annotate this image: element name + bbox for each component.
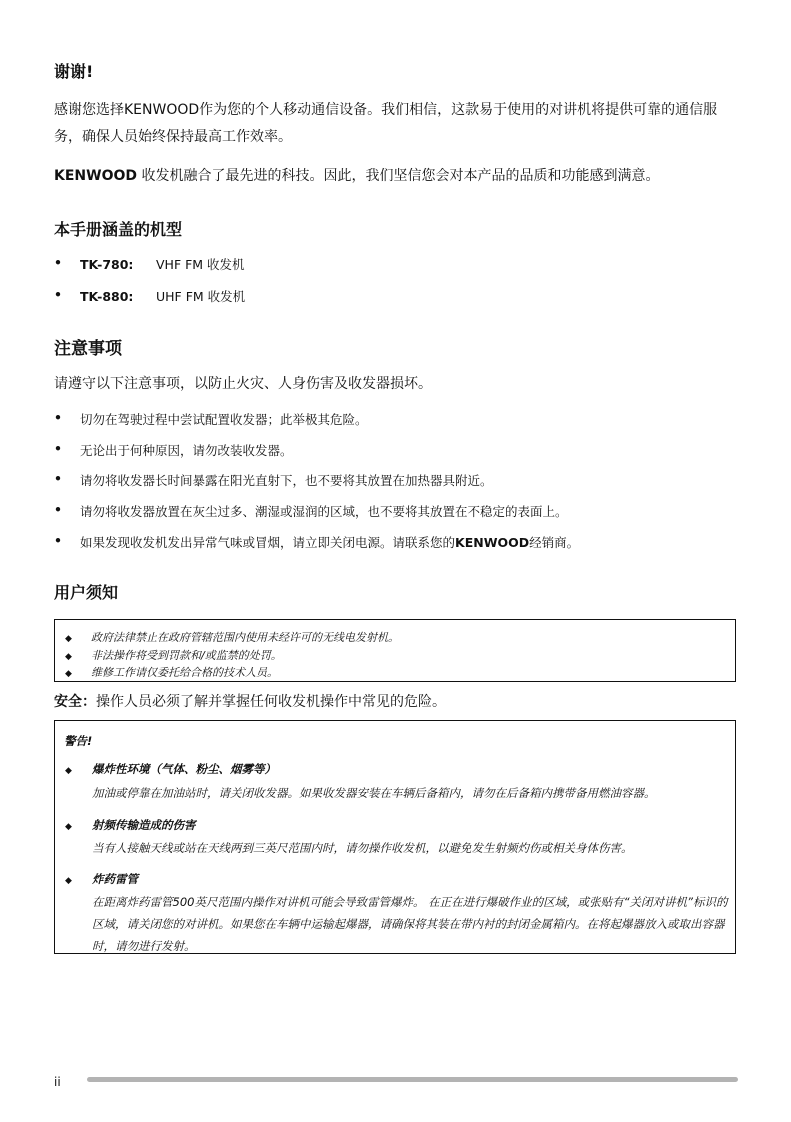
- notice-item: [65, 664, 278, 680]
- warning-item-title-text: 爆炸性环境（气体、粉尘、烟雾等）: [92, 762, 276, 776]
- intro-paragraph: 感谢您选择KENWOOD作为您的个人移动通信设备。我们相信，这款易于使用的对讲机将提供可靠的通信服务，确保人员始终保持最高工作效率。: [54, 102, 718, 145]
- warning-item-title: [65, 871, 138, 887]
- diamond-arrow-icon: ◆: [65, 669, 72, 679]
- diamond-arrow-icon: ◆: [65, 876, 72, 886]
- notice-item: [65, 647, 282, 663]
- safety-label: 安全：: [54, 694, 96, 710]
- footer-rule: [87, 1077, 738, 1082]
- precaution-text: 无论出于何种原因，请勿改装收发器。: [80, 443, 293, 458]
- notice-item: [65, 629, 399, 645]
- models-heading: 本手册涵盖的机型: [54, 220, 183, 239]
- notice-text: 非法操作将受到罚款和/或监禁的处罚。: [91, 649, 282, 662]
- precaution-text: 请勿将收发器长时间暴露在阳光直射下，也不要将其放置在加热器具附近。: [80, 473, 493, 488]
- warning-item-title: [65, 761, 276, 777]
- precautions-heading: 注意事项: [54, 339, 122, 359]
- intro-paragraph-2: [54, 163, 737, 190]
- precaution-text-post: 经销商。: [529, 535, 580, 550]
- precaution-text: 切勿在驾驶过程中尝试配置收发器；此举极其危险。: [80, 412, 368, 427]
- precaution-text: [80, 533, 579, 551]
- bullet-icon: •: [54, 287, 62, 302]
- model-desc: UHF FM 收发机: [156, 289, 246, 304]
- user-notice-heading: 用户须知: [54, 583, 119, 602]
- notice-text: 维修工作请仅委托给合格的技术人员。: [91, 666, 278, 679]
- bullet-icon: •: [54, 471, 62, 486]
- warning-item-title-text: 炸药雷管: [92, 872, 138, 886]
- precautions-intro: 请遵守以下注意事项，以防止火灾、人身伤害及收发器损坏。: [54, 376, 432, 392]
- diamond-arrow-icon: ◆: [65, 634, 72, 644]
- warning-item-body: 在距离炸药雷管500英尺范围内操作对讲机可能会导致雷管爆炸。 在正在进行爆破作业的区域，或张贴有“关闭对讲机”标识的区域，请关闭您的对讲机。如果您在车辆中运输起爆器，请确保将其装在带内衬的封闭金属箱内。在将起爆器放入或取出容器时，请勿进行发射。: [92, 895, 728, 953]
- bullet-icon: •: [54, 255, 62, 270]
- warning-item-body: 当有人接触天线或站在天线两到三英尺范围内时，请勿操作收发机，以避免发生射频灼伤或相关身体伤害。: [92, 841, 633, 855]
- precaution-text: 请勿将收发器放置在灰尘过多、潮湿或湿润的区域，也不要将其放置在不稳定的表面上。: [80, 504, 568, 519]
- model-name: TK-780:: [80, 257, 134, 272]
- safety-statement: [54, 691, 446, 711]
- warning-item-title-text: 射频传输造成的伤害: [92, 818, 196, 832]
- precaution-text-pre: 如果发现收发机发出异常气味或冒烟，请立即关闭电源。请联系您的: [80, 535, 456, 550]
- safety-text: 操作人员必须了解并掌握任何收发机操作中常见的危险。: [96, 694, 446, 710]
- model-desc: VHF FM 收发机: [156, 257, 245, 272]
- diamond-arrow-icon: ◆: [65, 822, 72, 832]
- intro-paragraph-2-text: 收发机融合了最先进的科技。因此，我们坚信您会对本产品的品质和功能感到满意。: [137, 168, 660, 184]
- page-number: ii: [54, 1075, 61, 1089]
- brand-name: KENWOOD: [455, 535, 530, 550]
- bullet-icon: •: [54, 441, 62, 456]
- diamond-arrow-icon: ◆: [65, 766, 72, 776]
- warning-item-body: 加油或停靠在加油站时，请关闭收发器。如果收发器安装在车辆后备箱内，请勿在后备箱内携带备用燃油容器。: [92, 786, 656, 800]
- user-notice-box: [54, 619, 736, 682]
- warning-box: [54, 720, 736, 954]
- diamond-arrow-icon: ◆: [65, 652, 72, 662]
- model-name: TK-880:: [80, 289, 134, 304]
- bullet-icon: •: [54, 410, 62, 425]
- bullet-icon: •: [54, 533, 62, 548]
- warning-item-title: [65, 817, 196, 833]
- bullet-icon: •: [54, 502, 62, 517]
- brand-name: KENWOOD: [54, 168, 137, 184]
- warning-title: 警告!: [64, 734, 93, 748]
- thanks-heading: 谢谢!: [54, 62, 94, 81]
- notice-text: 政府法律禁止在政府管辖范围内使用未经许可的无线电发射机。: [91, 631, 399, 644]
